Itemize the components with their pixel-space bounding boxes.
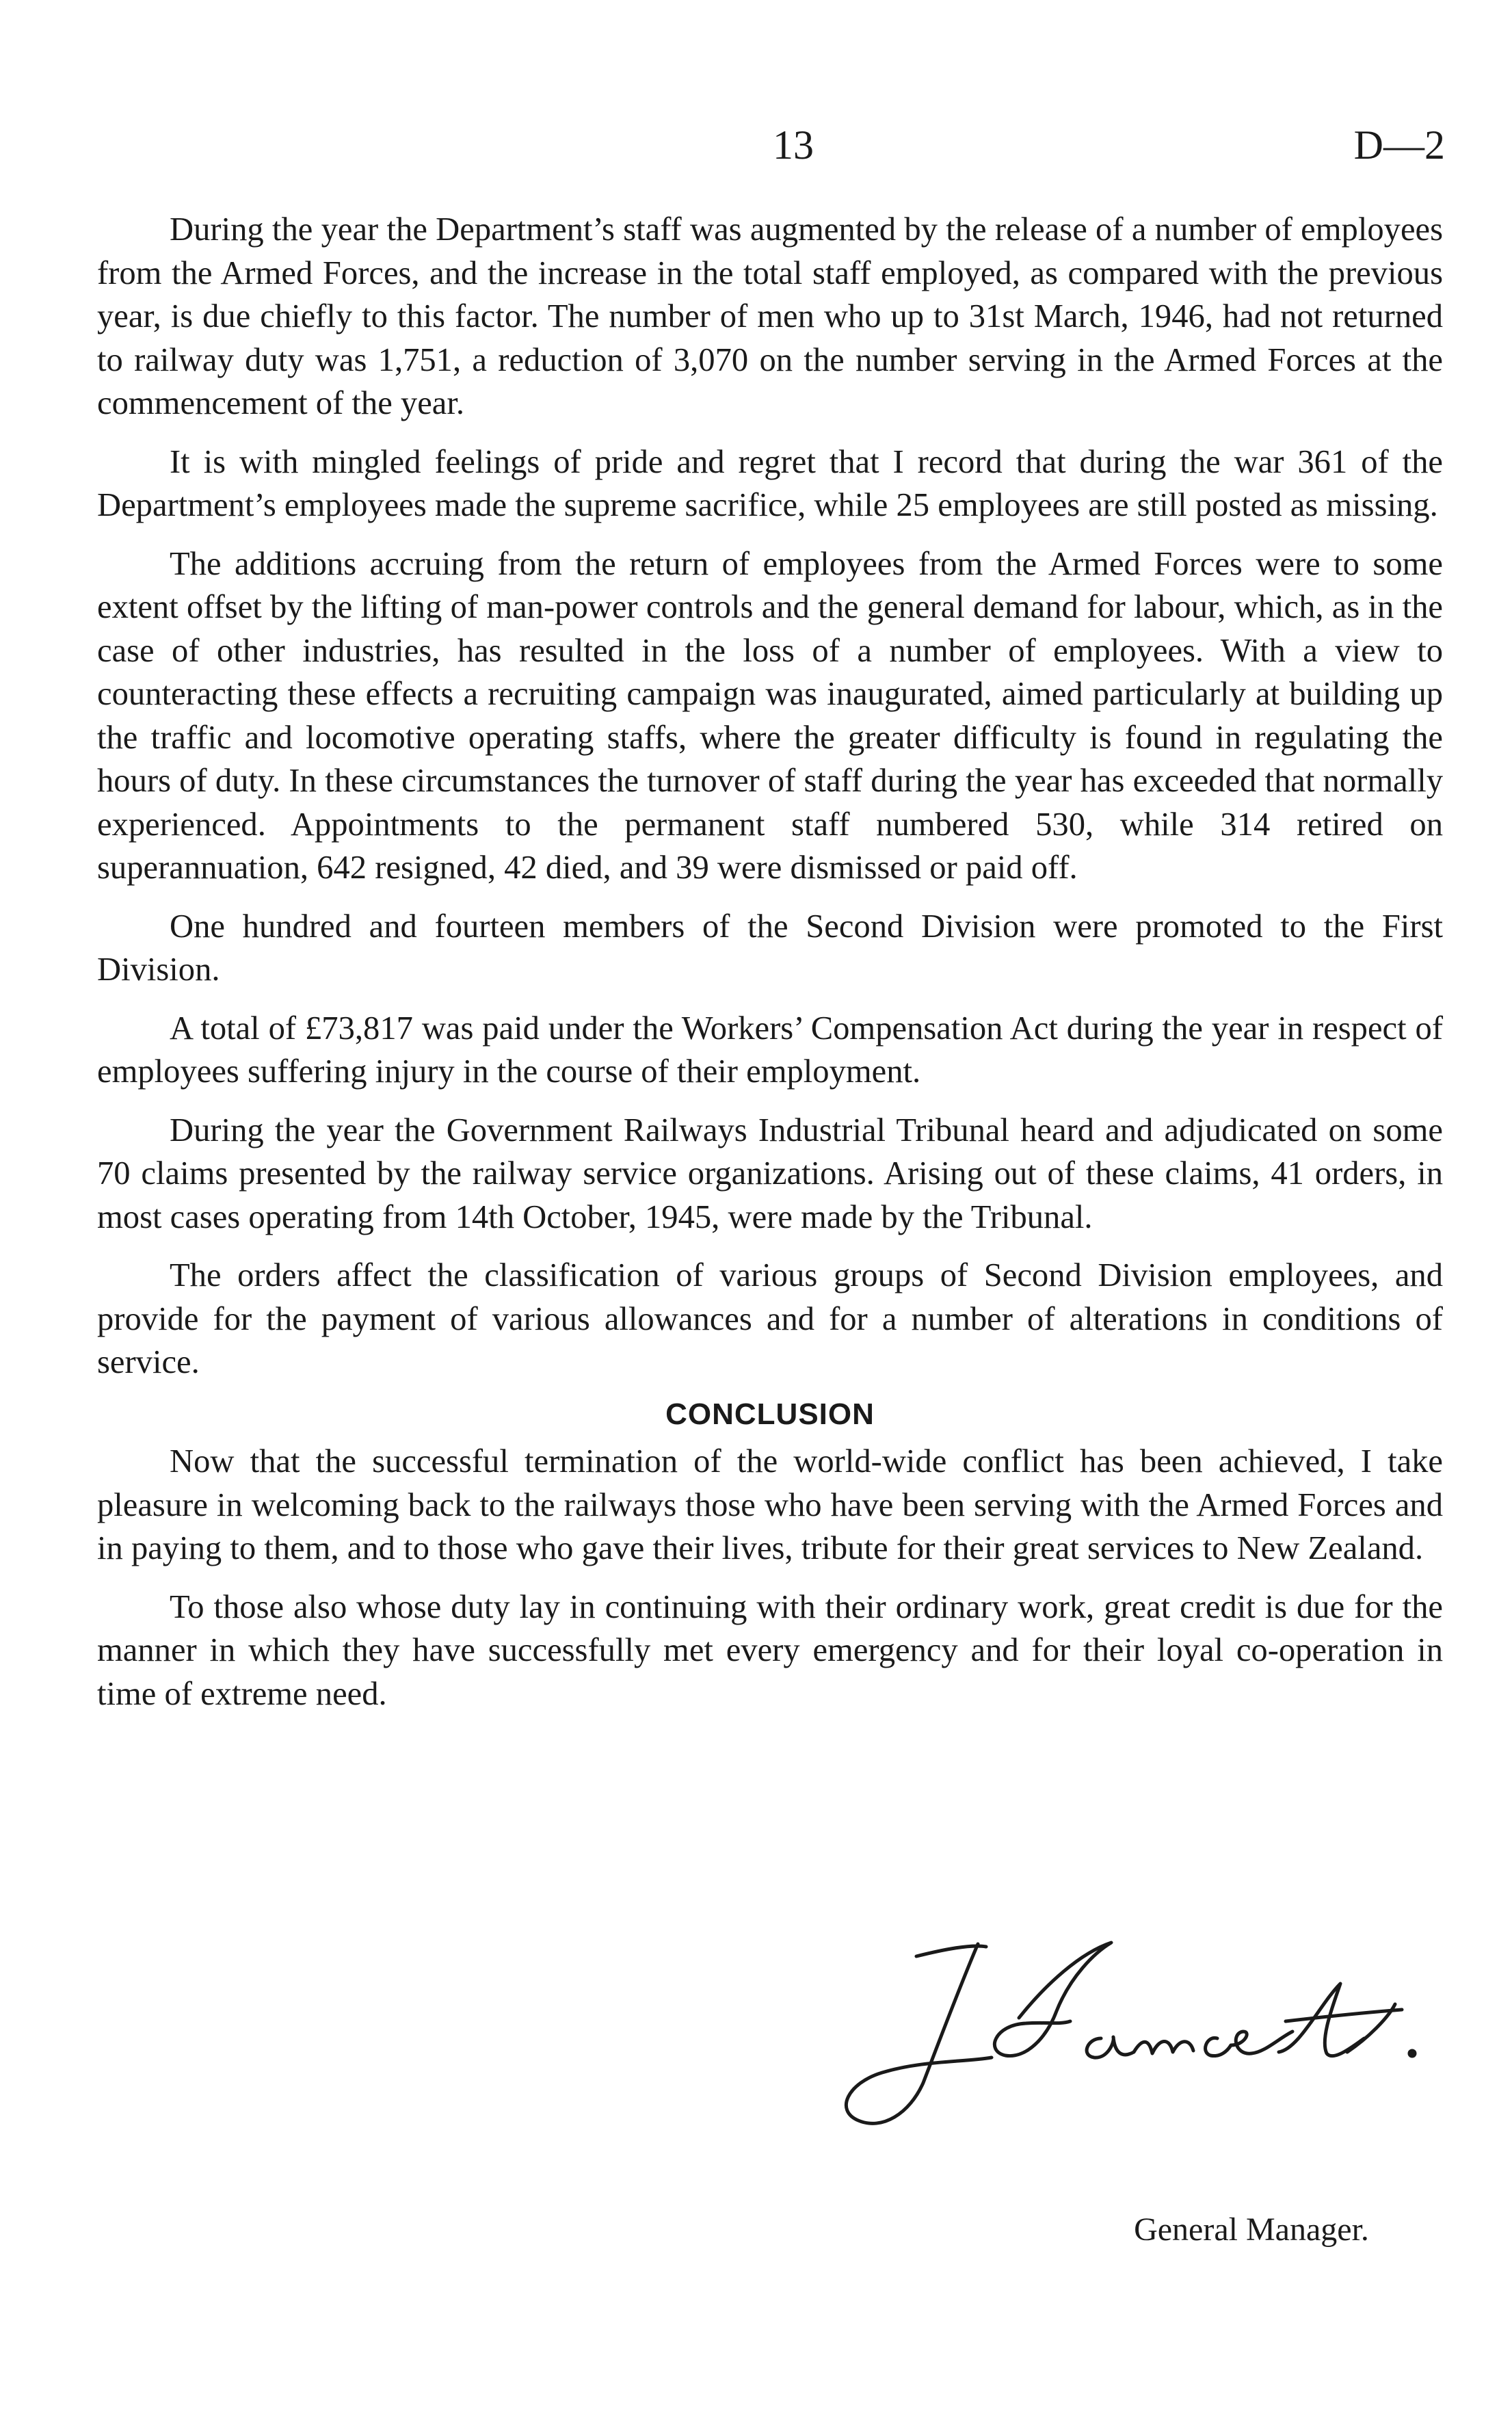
paragraph-staff-turnover: The additions accruing from the return of employees from the Armed Forces were to some extent offset by the lifting of man-power controls and the general demand for labour, which, as in the case of other industries, has resulted in the loss of a number of employees. With a view to counteracting these effects a recruiting campaign was inaugurated, aimed particularly at building up the traffic and locomotive operating staffs, where the greater difficulty is found in regulating the hours of duty. In these circumstances the turnover of staff during the year has exceeded that normally experienced. Appointments to the permanent staff numbered 530, while 314 retired on superannuation, 642 resigned, 42 died, and 39 were dismissed or paid off. xyxy=(97,544,1443,886)
signatory-title: General Manager. xyxy=(1134,2211,1369,2248)
paragraph-war-sacrifice: It is with mingled feelings of pride and regret that I record that during the war 361 of the Department’s employees made the supreme sacrifice, while 25 employees are still posted as missing. xyxy=(97,443,1443,523)
document-code: D—2 xyxy=(1353,122,1445,168)
paragraph-conclusion-welcome: Now that the successful termination of the world-wide conflict has been achieved, I take pleasure in welcoming back to the railways those who have been serving with the Armed Forces and in paying to them, and to those who gave their lives, tribute for their great services to New Zealand. xyxy=(97,1443,1443,1566)
page-number: 13 xyxy=(773,122,814,168)
paragraph-staff-augmented: During the year the Department’s staff was augmented by the release of a number of employees from the Armed Forces, and the increase in the total staff employed, as compared with the previous year, is due chiefly to this factor. The number of men who up to 31st March, 1946, had not returned to railway duty was 1,751, a reduction of 3,070 on the number serving in the Armed Forces at the commencement of the year. xyxy=(97,211,1443,421)
conclusion-heading: CONCLUSION xyxy=(665,1397,875,1431)
handwritten-signature xyxy=(807,1936,1436,2134)
paragraph-promotions: One hundred and fourteen members of the Second Division were promoted to the First Division. xyxy=(97,907,1443,988)
paragraph-workers-compensation: A total of £73,817 was paid under the Workers’ Compensation Act during the year in respect of employees suffering injury in the course of their employment. xyxy=(97,1009,1443,1090)
document-body xyxy=(97,208,1443,1731)
paragraph-conclusion-credit: To those also whose duty lay in continuing with their ordinary work, great credit is due for the manner in which they have successfully met every emergency and for their loyal co-operation in time of extreme need. xyxy=(97,1588,1443,1712)
paragraph-tribunal-claims: During the year the Government Railways Industrial Tribunal heard and adjudicated on some 70 claims presented by the railway service organizations. Arising out of these claims, 41 orders, in most cases operating from 14th October, 1945, were made by the Tribunal. xyxy=(97,1111,1443,1235)
paragraph-tribunal-orders: The orders affect the classification of various groups of Second Division employees, and provide for the payment of various allowances and for a number of alterations in conditions of service. xyxy=(97,1257,1443,1380)
